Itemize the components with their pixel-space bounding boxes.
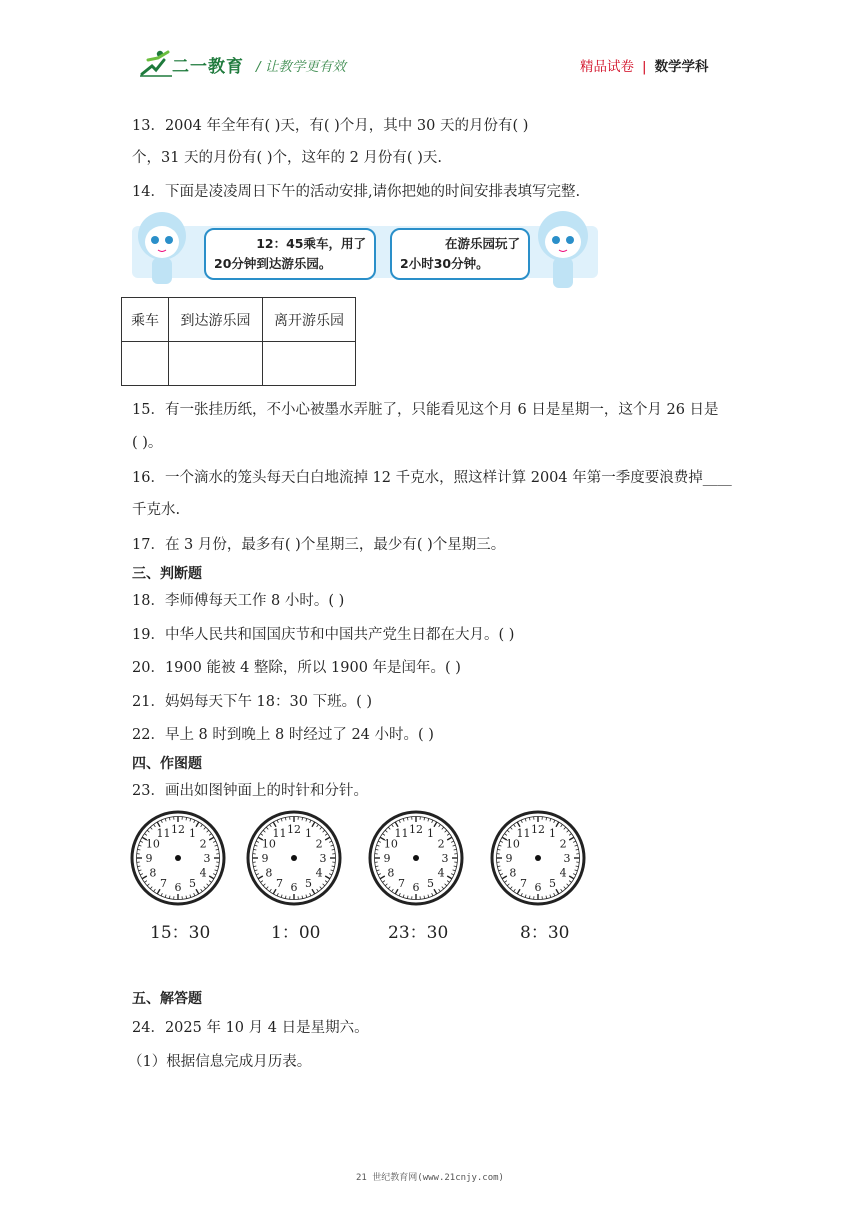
cartoon-girl-left-icon xyxy=(132,206,192,294)
clock-face-icon[interactable] xyxy=(244,808,344,908)
header-tag-subject: 数学学科 xyxy=(654,59,709,75)
bubble-left-line1: 12：45乘车，用了 xyxy=(256,236,366,251)
table-answer-cell[interactable] xyxy=(169,342,263,386)
clock-face-icon[interactable] xyxy=(128,808,228,908)
question-23: 23．画出如图钟面上的时针和分针。 xyxy=(132,783,368,799)
question-13-line2: 个，31 天的月份有( )个，这年的 2 月份有( )天. xyxy=(132,150,442,166)
question-24: 24．2025 年 10 月 4 日是星期六。 xyxy=(132,1020,369,1036)
svg-text:4: 4 xyxy=(437,866,445,880)
svg-text:3: 3 xyxy=(203,852,211,865)
speech-bubble-right xyxy=(390,228,530,280)
svg-text:11: 11 xyxy=(394,826,409,840)
table-header-cell: 离开游乐园 xyxy=(263,298,356,342)
svg-text:2: 2 xyxy=(315,837,323,851)
table-row xyxy=(122,342,356,386)
section-5-heading: 五、解答题 xyxy=(132,991,202,1007)
section-3-heading: 三、判断题 xyxy=(132,566,202,582)
schedule-table xyxy=(121,297,356,386)
clock-face-icon[interactable] xyxy=(488,808,588,908)
svg-text:5: 5 xyxy=(427,877,434,891)
svg-text:4: 4 xyxy=(199,866,207,880)
table-header-cell: 乘车 xyxy=(122,298,169,342)
question-15-line2: ( )。 xyxy=(132,435,163,451)
svg-text:5: 5 xyxy=(189,877,196,891)
clock-time-label: 23：30 xyxy=(388,923,449,943)
section-4-heading: 四、作图题 xyxy=(132,756,202,772)
clock-time-label: 8：30 xyxy=(520,923,570,943)
svg-text:1: 1 xyxy=(427,826,434,840)
svg-text:1: 1 xyxy=(189,826,196,840)
question-13-line1: 13．2004 年全年有( )天，有( )个月，其中 30 天的月份有( ) xyxy=(132,118,529,134)
svg-text:2: 2 xyxy=(559,837,567,851)
svg-text:9: 9 xyxy=(505,852,513,865)
svg-text:11: 11 xyxy=(516,826,531,840)
svg-text:5: 5 xyxy=(305,877,312,891)
svg-text:3: 3 xyxy=(563,852,571,865)
page-footer: 21 世纪教育网(www.21cnjy.com) xyxy=(356,1173,504,1183)
header-tag-premium: 精品试卷 xyxy=(580,59,634,75)
svg-text:12: 12 xyxy=(409,823,423,836)
question-22: 22．早上 8 时到晚上 8 时经过了 24 小时。( ) xyxy=(132,727,434,743)
question-16-line1: 16．一个滴水的笼头每天白白地流掉 12 千克水，照这样计算 2004 年第一季度要浪费掉____ xyxy=(132,470,732,486)
svg-text:7: 7 xyxy=(276,877,283,891)
svg-text:10: 10 xyxy=(261,837,276,851)
svg-text:4: 4 xyxy=(559,866,567,880)
svg-text:6: 6 xyxy=(174,881,182,894)
svg-text:9: 9 xyxy=(383,852,391,865)
bubble-right-line2: 2小时30分钟。 xyxy=(400,256,489,271)
svg-text:8: 8 xyxy=(509,866,517,880)
svg-text:12: 12 xyxy=(171,823,185,836)
svg-text:1: 1 xyxy=(549,826,556,840)
brand-slogan: / 让教学更有效 xyxy=(256,59,346,75)
clock-time-label: 15：30 xyxy=(150,923,211,943)
table-row xyxy=(122,298,356,342)
header-tags xyxy=(580,55,709,75)
svg-text:3: 3 xyxy=(441,852,449,865)
svg-text:8: 8 xyxy=(387,866,395,880)
svg-text:6: 6 xyxy=(412,881,420,894)
bubble-right-line1: 在游乐园玩了 xyxy=(444,236,520,251)
svg-text:1: 1 xyxy=(305,826,312,840)
activity-illustration xyxy=(132,206,598,294)
svg-text:4: 4 xyxy=(315,866,323,880)
question-17: 17．在 3 月份，最多有( )个星期三，最少有( )个星期三。 xyxy=(132,537,506,553)
svg-text:10: 10 xyxy=(383,837,398,851)
svg-text:12: 12 xyxy=(287,823,301,836)
question-24-part-1: （1）根据信息完成月历表。 xyxy=(128,1054,312,1070)
cartoon-girl-right-icon xyxy=(530,206,596,294)
question-19: 19．中华人民共和国国庆节和中国共产党生日都在大月。( ) xyxy=(132,627,515,643)
question-20: 20．1900 能被 4 整除，所以 1900 年是闰年。( ) xyxy=(132,660,461,676)
question-16-line2: 千克水. xyxy=(132,502,181,518)
clock-time-label: 1：00 xyxy=(271,923,321,943)
svg-text:11: 11 xyxy=(272,826,287,840)
svg-text:2: 2 xyxy=(437,837,445,851)
svg-text:6: 6 xyxy=(534,881,542,894)
svg-text:10: 10 xyxy=(505,837,520,851)
svg-text:8: 8 xyxy=(265,866,273,880)
runner-logo-icon xyxy=(138,48,174,78)
svg-text:7: 7 xyxy=(520,877,527,891)
svg-text:10: 10 xyxy=(145,837,160,851)
svg-text:8: 8 xyxy=(149,866,157,880)
svg-text:12: 12 xyxy=(531,823,545,836)
brand-logo-text: 二一教育 xyxy=(172,57,244,77)
question-15-line1: 15．有一张挂历纸，不小心被墨水弄脏了，只能看见这个月 6 日是星期一，这个月 26 日是 xyxy=(132,402,719,418)
question-18: 18．李师傅每天工作 8 小时。( ) xyxy=(132,593,345,609)
svg-text:9: 9 xyxy=(261,852,269,865)
svg-text:9: 9 xyxy=(145,852,153,865)
table-answer-cell[interactable] xyxy=(122,342,169,386)
table-answer-cell[interactable] xyxy=(263,342,356,386)
question-14: 14．下面是凌凌周日下午的活动安排,请你把她的时间安排表填写完整. xyxy=(132,184,581,200)
speech-bubble-left xyxy=(204,228,376,280)
bubble-left-line2: 20分钟到达游乐园。 xyxy=(214,256,332,271)
svg-text:2: 2 xyxy=(199,837,207,851)
svg-text:7: 7 xyxy=(398,877,405,891)
svg-text:6: 6 xyxy=(290,881,298,894)
svg-text:5: 5 xyxy=(549,877,556,891)
table-header-cell: 到达游乐园 xyxy=(169,298,263,342)
clock-face-icon[interactable] xyxy=(366,808,466,908)
svg-text:3: 3 xyxy=(319,852,327,865)
svg-text:11: 11 xyxy=(156,826,171,840)
question-21: 21．妈妈每天下午 18：30 下班。( ) xyxy=(132,694,372,710)
header-separator: | xyxy=(642,59,647,75)
svg-text:7: 7 xyxy=(160,877,167,891)
